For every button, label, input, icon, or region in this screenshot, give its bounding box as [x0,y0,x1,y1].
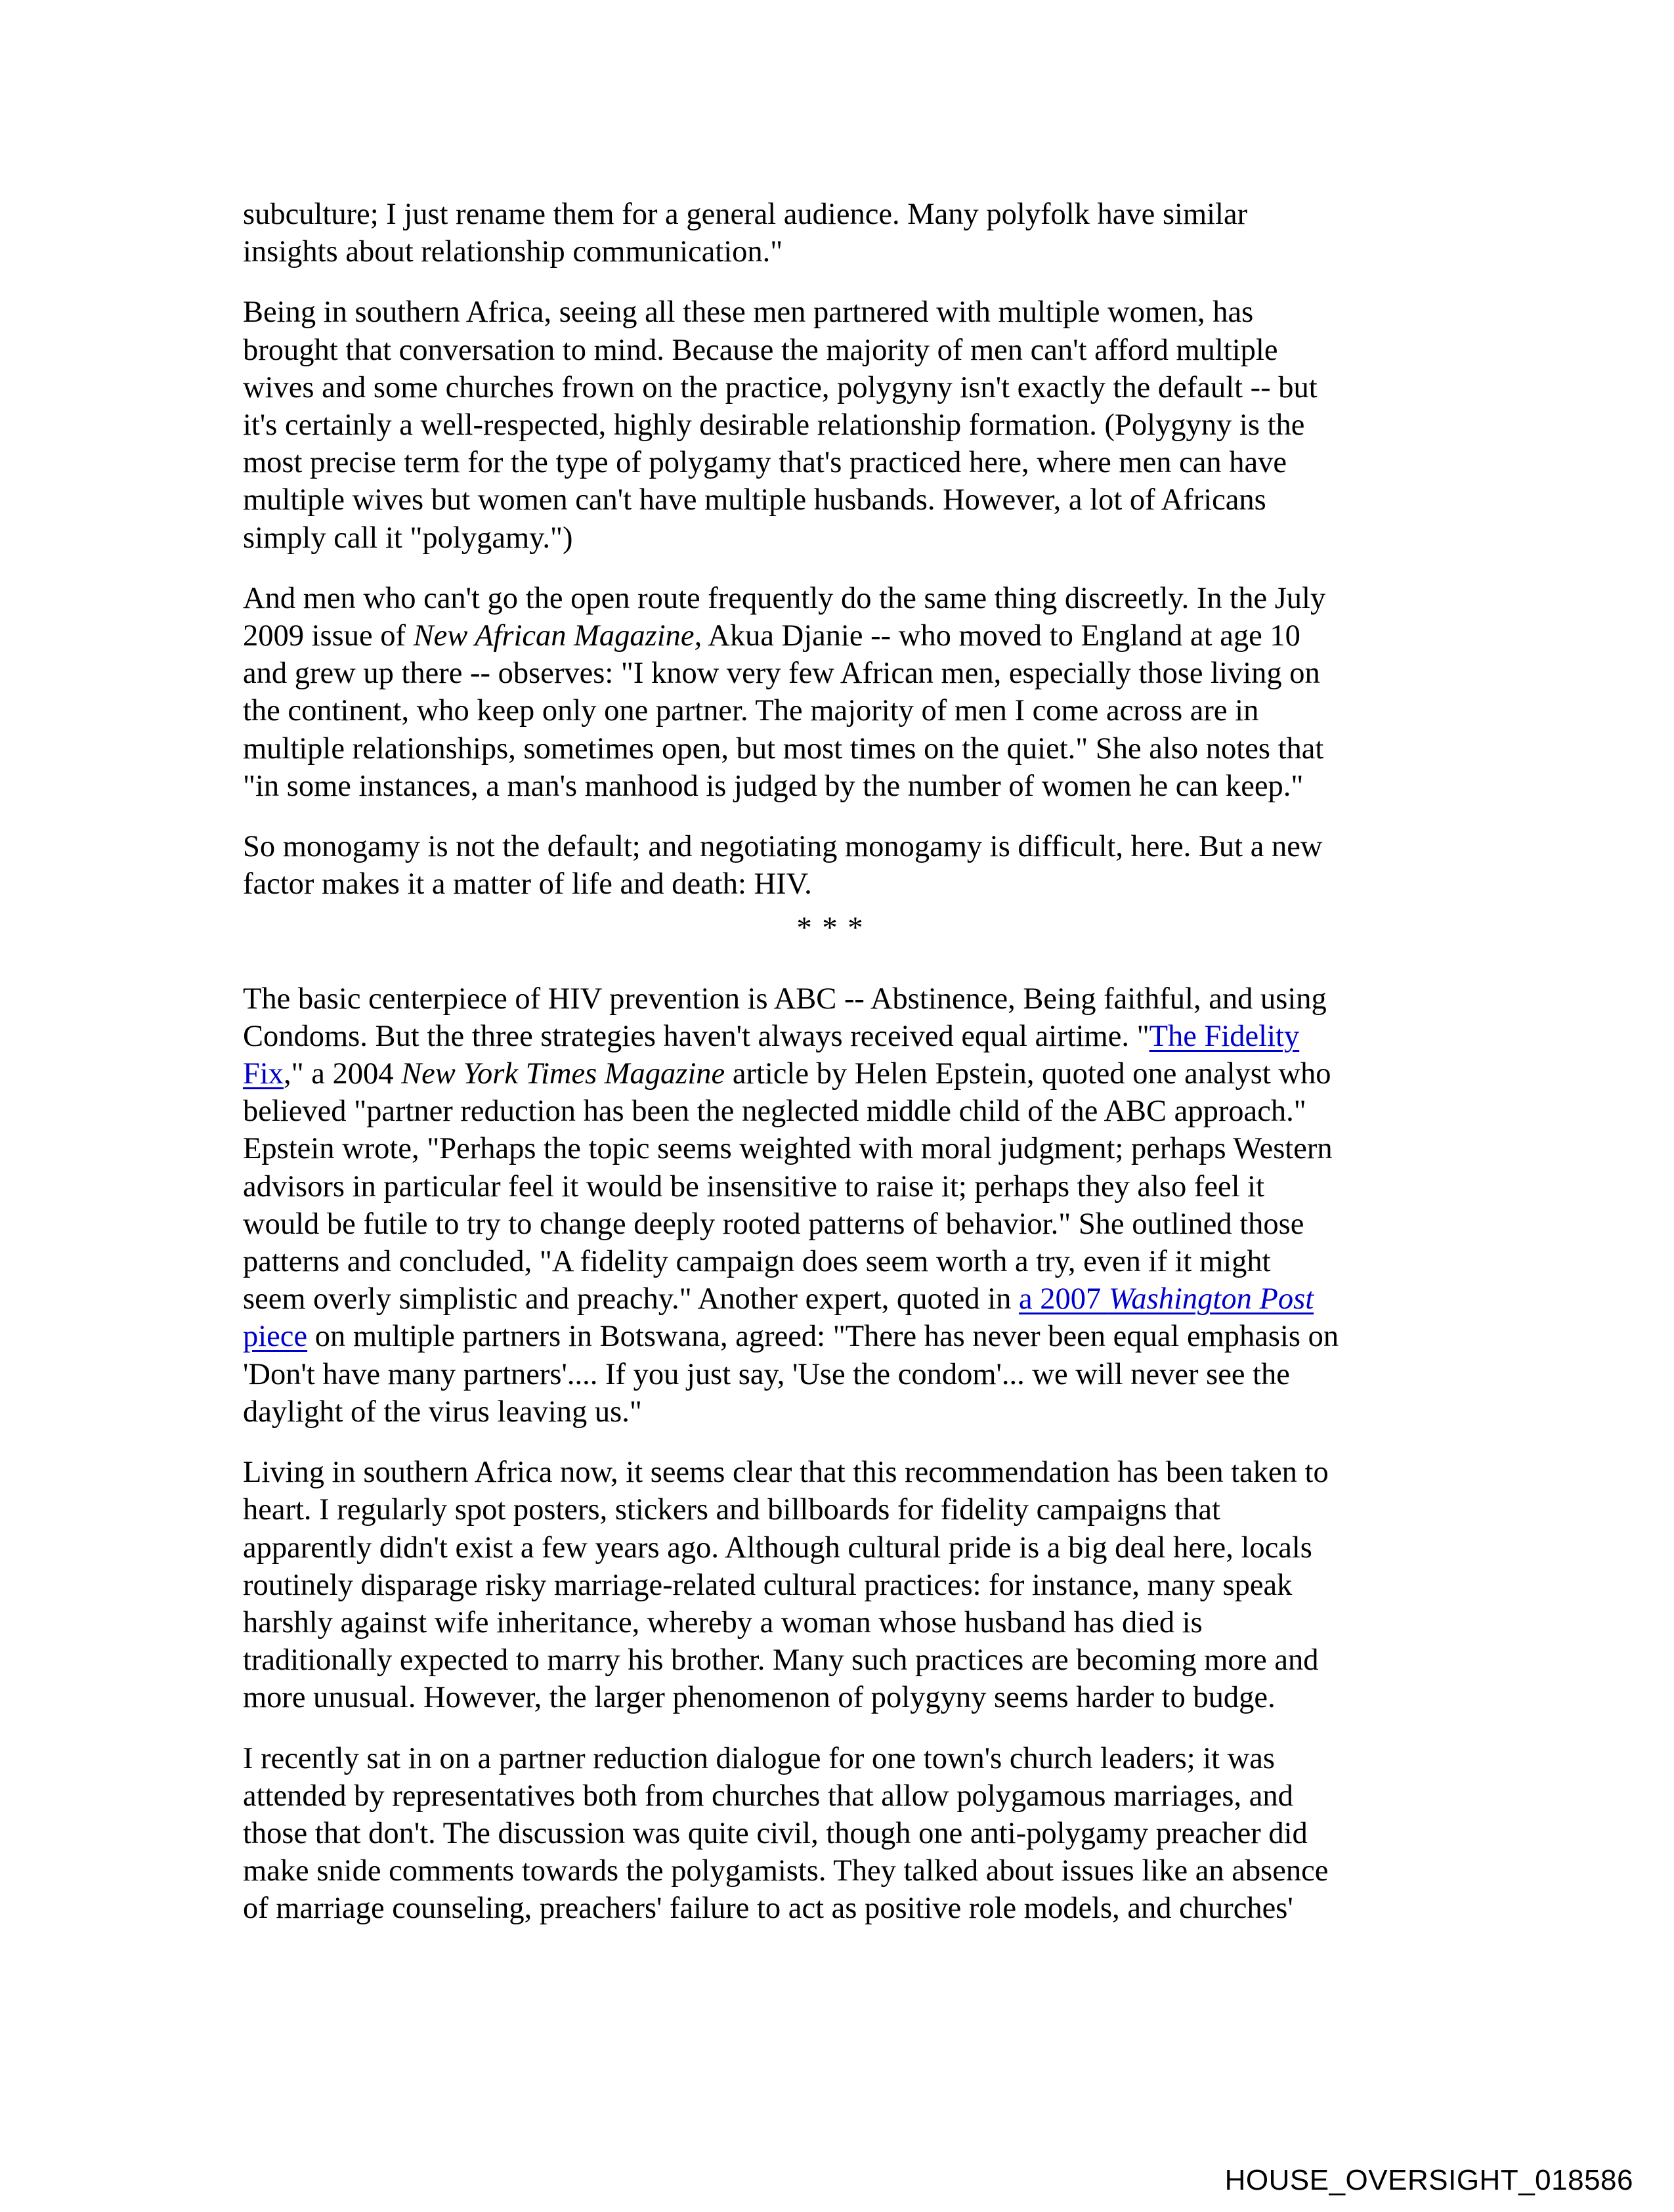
publication-title-new-african-magazine: New African Magazine, [413,619,702,653]
text-line [243,1280,1425,1318]
text-line: So monogamy is not the default; and negotiating monogamy is difficult, here. But a new [243,830,1323,864]
document-page [243,196,1425,1951]
text-run: seem overly simplistic and preachy." Another expert, quoted in [243,1282,1019,1316]
paragraph-2 [243,293,1425,556]
bates-number-footer: HOUSE_OVERSIGHT_018586 [1224,2164,1633,2196]
text-line: believed "partner reduction has been the neglected middle child of the ABC approach." [243,1095,1306,1129]
text-line: traditionally expected to marry his brother. Many such practices are becoming more and [243,1643,1319,1678]
text-line: apparently didn't exist a few years ago. Although cultural pride is a big deal here, locals [243,1530,1312,1565]
text-line: Epstein wrote, "Perhaps the topic seems weighted with moral judgment; perhaps Western [243,1132,1333,1166]
text-line: it's certainly a well-respected, highly desirable relationship formation. (Polygyny is the [243,408,1305,443]
text-line [243,1318,1425,1355]
text-run: 2009 issue of [243,619,414,653]
text-line: most precise term for the type of polygamy that's practiced here, where men can have [243,446,1287,480]
text-line: 'Don't have many partners'.... If you just say, 'Use the condom'... we will never see the [243,1357,1290,1391]
text-line: And men who can't go the open route frequently do the same thing discreetly. In the July [243,581,1326,615]
text-run: Akua Djanie -- who moved to England at age 10 [702,619,1300,653]
text-line: routinely disparage risky marriage-related cultural practices: for instance, many speak [243,1568,1293,1602]
text-run: ," a 2004 [284,1057,402,1091]
text-line: and grew up there -- observes: "I know very few African men, especially those living on [243,657,1320,691]
text-line: patterns and concluded, "A fidelity campaign does seem worth a try, even if it might [243,1245,1271,1279]
link-the-fidelity-fix[interactable]: The Fidelity [1149,1019,1300,1053]
text-run: article by Helen Epstein, quoted one analyst who [725,1057,1331,1091]
text-line [243,617,1425,655]
text-line: factor makes it a matter of life and death: HIV. [243,867,812,901]
text-line: brought that conversation to mind. Because the majority of men can't afford multiple [243,333,1278,367]
paragraph-7 [243,1740,1425,1928]
text-line: those that don't. The discussion was quite civil, though one anti-polygamy preacher did [243,1816,1308,1850]
text-line: would be futile to try to change deeply rooted patterns of behavior." She outlined those [243,1207,1304,1241]
text-line: harshly against wife inheritance, whereby a woman whose husband has died is [243,1605,1203,1639]
text-line: attended by representatives both from churches that allow polygamous marriages, and [243,1779,1293,1813]
paragraph-1 [243,196,1425,271]
text-line: advisors in particular feel it would be insensitive to raise it; perhaps they also feel it [243,1169,1265,1204]
text-line: make snide comments towards the polygamists. They talked about issues like an absence [243,1854,1329,1888]
link-the-fidelity-fix-continued[interactable]: Fix [243,1057,284,1091]
text-run: on multiple partners in Botswana, agreed: "There has never been equal emphasis on [307,1320,1339,1354]
text-line: wives and some churches frown on the practice, polygyny isn't exactly the default -- but [243,370,1318,404]
text-line: multiple relationships, sometimes open, but most times on the quiet." She also notes that [243,731,1324,766]
text-line: multiple wives but women can't have multiple husbands. However, a lot of Africans [243,483,1266,517]
paragraph-4 [243,828,1425,903]
text-line [243,1055,1425,1093]
text-line: subculture; I just rename them for a general audience. Many polyfolk have similar [243,198,1248,231]
text-line: daylight of the virus leaving us." [243,1395,642,1429]
text-line: Living in southern Africa now, it seems clear that this recommendation has been taken to [243,1456,1329,1490]
paragraph-6 [243,1454,1425,1716]
text-line: heart. I regularly spot posters, stickers and billboards for fidelity campaigns that [243,1493,1220,1527]
text-line: insights about relationship communication." [243,235,783,269]
publication-title-nyt-magazine: New York Times Magazine [401,1057,725,1091]
text-line: The basic centerpiece of HIV prevention is ABC -- Abstinence, Being faithful, and using [243,982,1327,1016]
text-line: "in some instances, a man's manhood is judged by the number of women he can keep." [243,769,1304,803]
text-line [243,1018,1425,1055]
paragraph-3 [243,580,1425,805]
text-line: the continent, who keep only one partner. The majority of men I come across are in [243,694,1259,728]
text-line: simply call it "polygamy.") [243,521,573,555]
link-text: a 2007 [1019,1282,1109,1316]
link-text-italic: Washington Post [1108,1282,1314,1316]
paragraph-5 [243,980,1425,1431]
link-washington-post-piece[interactable] [1019,1282,1314,1316]
section-separator: * * * [796,911,865,945]
text-line: Being in southern Africa, seeing all these men partnered with multiple women, has [243,295,1254,330]
text-line: of marriage counseling, preachers' failure to act as positive role models, and churches' [243,1892,1293,1926]
text-line: more unusual. However, the larger phenomenon of polygyny seems harder to budge. [243,1681,1276,1715]
link-washington-post-piece-continued[interactable]: piece [243,1320,308,1354]
text-run: Condoms. But the three strategies haven't always received equal airtime. " [243,1019,1149,1053]
text-line: I recently sat in on a partner reduction dialogue for one town's church leaders; it was [243,1741,1276,1775]
